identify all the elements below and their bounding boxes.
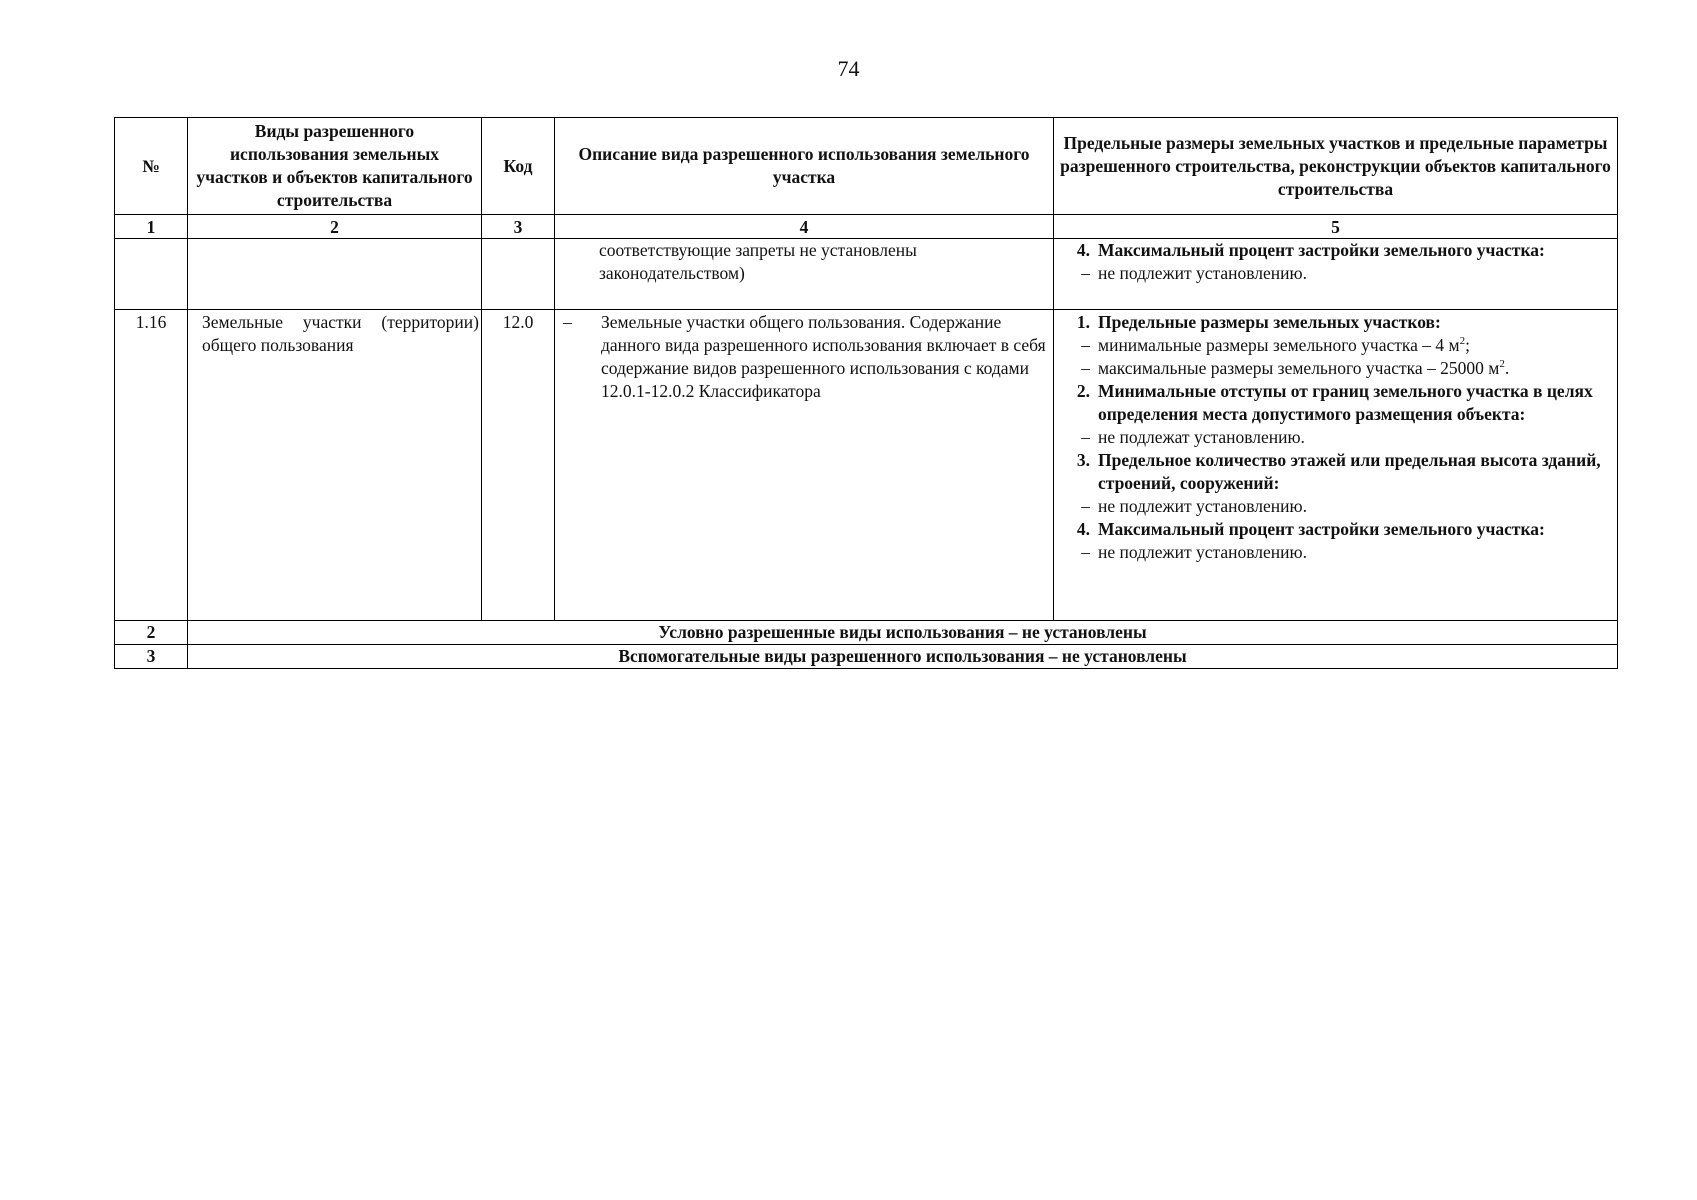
param-text: Максимальный процент застройки земельного участка:: [1098, 519, 1545, 539]
param-item: [1054, 311, 1617, 334]
superscript: 2: [1499, 358, 1505, 371]
cell-parameters: [1054, 239, 1618, 310]
cell-description: [555, 310, 1054, 621]
param-item: [1054, 380, 1617, 426]
row-number: 3: [115, 645, 188, 669]
param-item: [1054, 357, 1617, 380]
table-row-2: [115, 621, 1618, 645]
cell-empty: [482, 239, 555, 310]
param-text: Предельные размеры земельных участков:: [1098, 312, 1441, 332]
land-use-table: [114, 117, 1618, 669]
param-marker: 3.: [1076, 450, 1090, 470]
param-text: минимальные размеры земельного участка – 4 м: [1098, 335, 1460, 355]
param-marker: 2.: [1076, 381, 1090, 401]
header-description: Описание вида разрешенного использования земельного участка: [555, 118, 1054, 215]
header-parameters: Предельные размеры земельных участков и предельные параметры разрешенного строительства, реконструкции объектов капитального строительства: [1054, 118, 1618, 215]
param-text: не подлежит установлению.: [1098, 496, 1307, 516]
table-header-row: [115, 118, 1618, 215]
description-text: соответствующие запреты не установлены законодательством): [599, 240, 917, 283]
param-text: Предельное количество этажей или предельная высота зданий, строений, сооружений:: [1098, 450, 1601, 493]
cell-empty: [115, 239, 188, 310]
param-marker: –: [1081, 496, 1090, 516]
param-marker: 4.: [1076, 519, 1090, 539]
param-text: не подлежат установлению.: [1098, 427, 1305, 447]
cell-description: [555, 239, 1054, 310]
cell-parameters: [1054, 310, 1618, 621]
column-number: 2: [188, 215, 482, 239]
param-marker: –: [1081, 263, 1090, 283]
param-item: [1054, 239, 1617, 262]
cell-row-number: [115, 310, 188, 621]
row-summary: Условно разрешенные виды использования – не установлены: [188, 621, 1618, 645]
param-marker: –: [1081, 335, 1090, 355]
row-number: 1.16: [135, 312, 167, 332]
table-row-1-16: [115, 310, 1618, 621]
param-marker: –: [1081, 358, 1090, 378]
column-number: 4: [555, 215, 1054, 239]
param-marker: 1.: [1076, 312, 1090, 332]
param-item: [1054, 262, 1617, 285]
description-text: Земельные участки общего пользования. Содержание данного вида разрешенного использования включает в себя содержание видов разрешенного использования с кодами 12.0.1-12.0.2 Классификатора: [601, 312, 1046, 401]
cell-code: [482, 310, 555, 621]
param-end: .: [1504, 358, 1510, 378]
cell-use-name: [188, 310, 482, 621]
param-text: Минимальные отступы от границ земельного участка в целях определения места допустимого размещения объекта:: [1098, 381, 1593, 424]
param-item: [1054, 449, 1617, 495]
param-value: [1098, 334, 1611, 357]
header-use-types: Виды разрешенного использования земельных участков и объектов капитального строительства: [188, 118, 482, 215]
column-numbers-row: [115, 215, 1618, 239]
column-number: 1: [115, 215, 188, 239]
param-marker: 4.: [1076, 240, 1090, 260]
use-code: 12.0: [502, 312, 534, 332]
table-row-3: [115, 645, 1618, 669]
param-text: не подлежит установлению.: [1098, 542, 1307, 562]
param-value: [1098, 357, 1611, 380]
param-item: [1054, 495, 1617, 518]
param-text: не подлежит установлению.: [1098, 263, 1307, 283]
param-text: Максимальный процент застройки земельного участка:: [1098, 240, 1545, 260]
use-name: Земельные участки (территории) общего пользования: [202, 312, 479, 355]
description-item: [555, 310, 1053, 403]
param-item: [1054, 334, 1617, 357]
page-number: 74: [837, 56, 860, 81]
param-item: [1054, 426, 1617, 449]
row-number: 2: [115, 621, 188, 645]
param-item: [1054, 541, 1617, 564]
column-number: 3: [482, 215, 555, 239]
cell-empty: [188, 239, 482, 310]
superscript: 2: [1459, 335, 1466, 348]
param-text: максимальные размеры земельного участка – 25000 м: [1098, 358, 1500, 378]
param-end: ;: [1465, 335, 1470, 355]
param-marker: –: [1081, 542, 1090, 562]
param-item: [1054, 518, 1617, 541]
header-number: №: [115, 118, 188, 215]
row-summary: Вспомогательные виды разрешенного использования – не установлены: [188, 645, 1618, 669]
column-number: 5: [1054, 215, 1618, 239]
dash-marker: –: [563, 312, 572, 332]
param-marker: –: [1081, 427, 1090, 447]
table-row-continued: [115, 239, 1618, 310]
header-code: Код: [482, 118, 555, 215]
